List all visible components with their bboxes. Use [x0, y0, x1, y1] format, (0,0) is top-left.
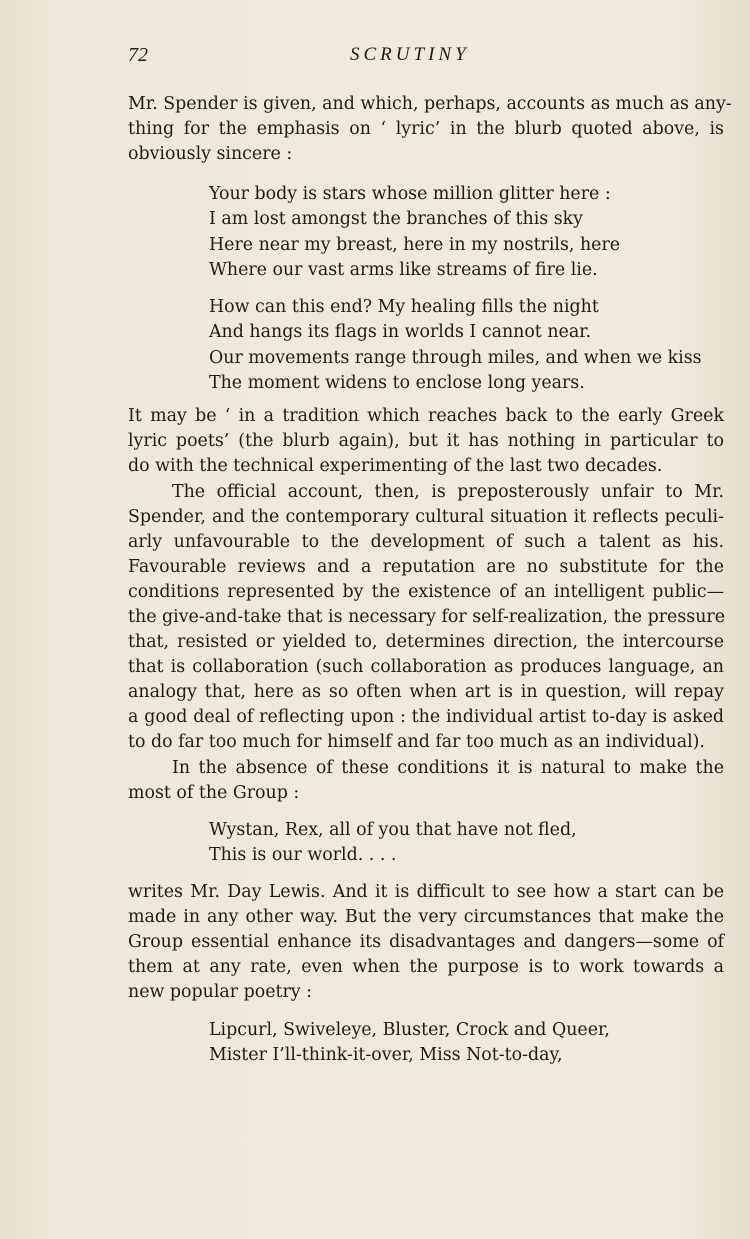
verse-line: Wystan, Rex, all of you that have not fled,	[209, 820, 577, 840]
text-line: a good deal of reflecting upon : the individual artist to-day is asked	[128, 707, 724, 727]
verse-line: Lipcurl, Swiveleye, Bluster, Crock and Queer,	[209, 1020, 610, 1040]
page-number: 72	[128, 44, 148, 66]
text-line: Favourable reviews and a reputation are no substitute for the	[128, 557, 724, 577]
text-line: arly unfavourable to the development of such a talent as his.	[128, 532, 724, 552]
verse-line: Here near my breast, here in my nostrils, here	[209, 234, 621, 255]
paragraph-5	[128, 880, 724, 1005]
text-line: It may be ‘ in a tradition which reaches back to the early Greek	[128, 406, 724, 426]
paragraph-2	[128, 404, 724, 479]
text-line: The official account, then, is preposterously unfair to Mr.	[172, 482, 724, 502]
verse-line: Where our vast arms like streams of fire lie.	[209, 259, 598, 280]
verse-line: The moment widens to enclose long years.	[209, 373, 585, 394]
verse-line: How can this end? My healing fills the night	[209, 297, 599, 318]
verse-line: Our movements range through miles, and when we kiss	[209, 347, 702, 368]
verse-line: And hangs its flags in worlds I cannot near.	[209, 322, 592, 343]
paragraph-3	[128, 480, 724, 755]
verse-line: Your body is stars whose million glitter here :	[209, 184, 611, 204]
text-line: lyric poets’ (the blurb again), but it has nothing in particular to	[128, 431, 724, 451]
text-line: do with the technical experimenting of the last two decades.	[128, 456, 663, 476]
text-line: analogy that, here as so often when art is in question, will repay	[128, 682, 724, 702]
text-line: Mr. Spender is given, and which, perhaps, accounts as much as any-	[128, 94, 732, 114]
stanza-break	[209, 283, 724, 295]
verse-quotation-3	[209, 1018, 724, 1069]
text-line: thing for the emphasis on ‘ lyric’ in the blurb quoted above, is	[128, 119, 724, 139]
running-head	[128, 44, 724, 72]
text-line: them at any rate, even when the purpose is to work towards a	[128, 957, 724, 977]
text-line: conditions represented by the existence of an intelligent public—	[128, 582, 724, 602]
text-line: most of the Group :	[128, 783, 300, 803]
text-line: that is collaboration (such collaboration as produces language, an	[128, 657, 724, 677]
text-line: Spender, and the contemporary cultural situation it reflects peculi-	[128, 507, 724, 527]
text-line: that, resisted or yielded to, determines direction, the intercourse	[128, 632, 724, 652]
text-line: made in any other way. But the very circumstances that make the	[128, 907, 724, 927]
text-line: the give-and-take that is necessary for self-realization, the pressure	[128, 607, 726, 627]
verse-line: This is our world. . . .	[209, 845, 397, 866]
text-line: to do far too much for himself and far too much as an individual).	[128, 732, 705, 752]
text-line: In the absence of these conditions it is natural to make the	[172, 758, 724, 778]
verse-line: Mister I’ll-think-it-over, Miss Not-to-day,	[209, 1045, 563, 1066]
text-line: Group essential enhance its disadvantages and dangers—some of	[128, 932, 724, 952]
verse-quotation-2	[209, 818, 724, 869]
journal-title: SCRUTINY	[350, 44, 470, 65]
text-line: obviously sincere :	[128, 144, 293, 164]
paragraph-1	[128, 92, 732, 167]
text-line: writes Mr. Day Lewis. And it is difficult to see how a start can be	[128, 882, 724, 902]
verse-quotation-1	[209, 182, 724, 396]
text-line: new popular poetry :	[128, 982, 313, 1002]
paragraph-4	[128, 756, 724, 806]
verse-line: I am lost amongst the branches of this sky	[209, 209, 583, 230]
